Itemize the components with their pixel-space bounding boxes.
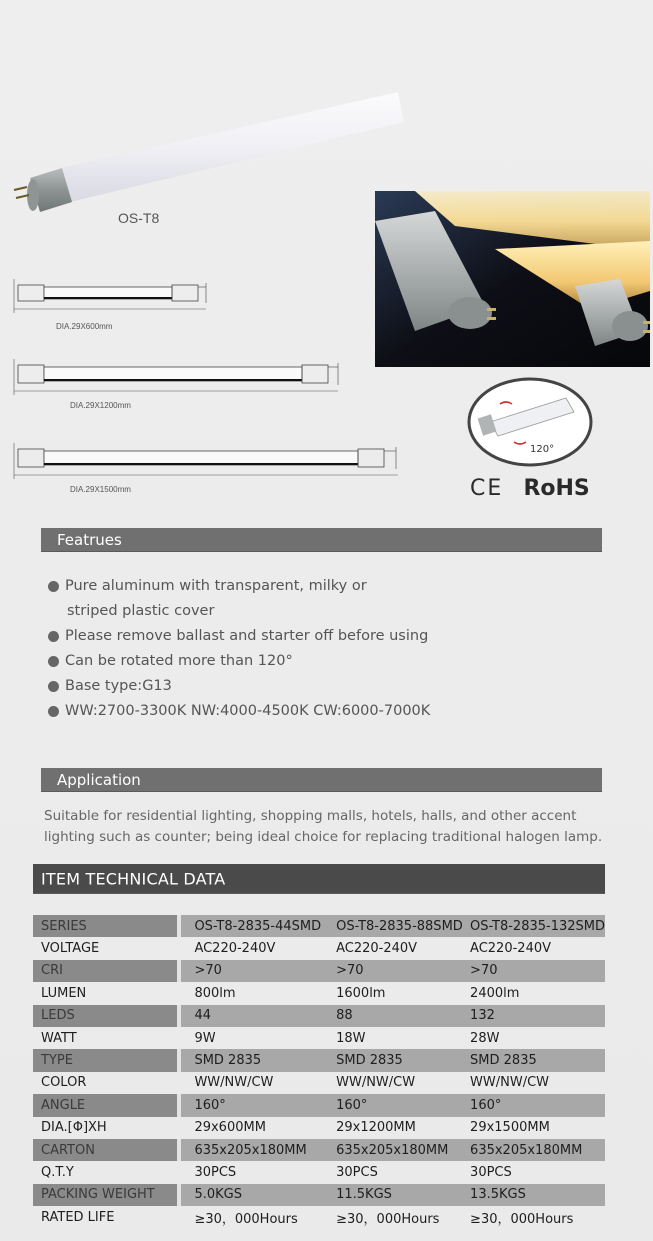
features-title: Featrues	[57, 531, 122, 549]
row-label: WATT	[41, 1030, 77, 1046]
table-row: LUMEN 800lm 1600lm 2400lm	[33, 982, 605, 1004]
rotation-diagram	[466, 376, 594, 468]
row-label: TYPE	[33, 1049, 179, 1071]
dimension-drawing-1500	[8, 439, 403, 483]
technical-data-title: ITEM TECHNICAL DATA	[41, 869, 226, 889]
dimension-caption: DIA.29X1500mm	[70, 485, 131, 494]
row-label: Q.T.Y	[41, 1164, 74, 1180]
table-row: ANGLE 160° 160° 160°	[33, 1094, 605, 1116]
bullet-icon	[48, 631, 59, 642]
table-row: TYPE SMD 2835 SMD 2835 SMD 2835	[33, 1049, 605, 1071]
dimension-drawing-1200	[8, 355, 343, 399]
rohs-mark: RoHS	[523, 476, 590, 501]
row-label: COLOR	[41, 1075, 87, 1091]
application-title: Application	[57, 771, 141, 789]
bullet-icon	[48, 681, 59, 692]
table-row: SERIES OS-T8-2835-44SMD OS-T8-2835-88SMD OS-T8-2835-132SMD	[33, 915, 605, 937]
table-row: Q.T.Y 30PCS 30PCS 30PCS	[33, 1161, 605, 1183]
list-item: WW:2700-3300K NW:4000-4500K CW:6000-7000K	[47, 699, 607, 724]
features-list	[47, 574, 607, 724]
row-label: CARTON	[33, 1139, 179, 1161]
row-label: LUMEN	[41, 985, 87, 1001]
features-header	[41, 528, 602, 552]
table-row: COLOR WW/NW/CW WW/NW/CW WW/NW/CW	[33, 1072, 605, 1094]
dimension-drawing-600	[8, 275, 213, 317]
row-label: RATED LIFE	[41, 1209, 115, 1225]
list-item: Please remove ballast and starter off before using	[47, 624, 607, 649]
dimension-caption: DIA.29X1200mm	[70, 401, 131, 410]
certification-logos	[470, 476, 595, 510]
row-label: DIA.[Φ]XH	[41, 1120, 107, 1136]
row-label: SERIES	[33, 915, 179, 937]
table-row: VOLTAGE AC220-240V AC220-240V AC220-240V	[33, 937, 605, 959]
bullet-icon	[48, 656, 59, 667]
model-label: OS-T8	[118, 210, 160, 226]
table-row: WATT 9W 18W 28W	[33, 1027, 605, 1049]
row-label: CRI	[33, 960, 179, 982]
application-description: Suitable for residential lighting, shopping malls, hotels, halls, and other accent lighting such as counter; being ideal choice for replacing traditional halogen lamp.	[44, 808, 603, 845]
table-row: DIA.[Φ]XH 29x600MM 29x1200MM 29x1500MM	[33, 1117, 605, 1139]
bullet-icon	[48, 706, 59, 717]
list-item: Can be rotated more than 120°	[47, 649, 607, 674]
list-item: Pure aluminum with transparent, milky or striped plastic cover	[47, 574, 607, 624]
product-photo	[375, 191, 650, 367]
table-row: CARTON 635x205x180MM 635x205x180MM 635x205x180MM	[33, 1139, 605, 1161]
application-header	[41, 768, 602, 792]
technical-data-header	[33, 864, 605, 894]
row-label: LEDS	[33, 1005, 179, 1027]
list-item: Base type:G13	[47, 674, 607, 699]
bullet-icon	[48, 581, 59, 592]
table-row: CRI >70 >70 >70	[33, 960, 605, 982]
row-label: VOLTAGE	[41, 941, 100, 957]
row-label: PACKING WEIGHT	[33, 1184, 179, 1206]
ce-mark: CE	[470, 476, 504, 501]
rotation-label: 120°	[530, 444, 555, 455]
spec-table	[33, 915, 605, 1228]
table-row: RATED LIFE ≥30，000Hours ≥30，000Hours ≥30，000Hours	[33, 1206, 605, 1228]
dimension-caption: DIA.29X600mm	[56, 322, 113, 331]
row-label: ANGLE	[33, 1094, 179, 1116]
table-row: LEDS 44 88 132	[33, 1005, 605, 1027]
table-row: PACKING WEIGHT 5.0KGS 11.5KGS 13.5KGS	[33, 1184, 605, 1206]
led-tube-image	[0, 60, 420, 230]
